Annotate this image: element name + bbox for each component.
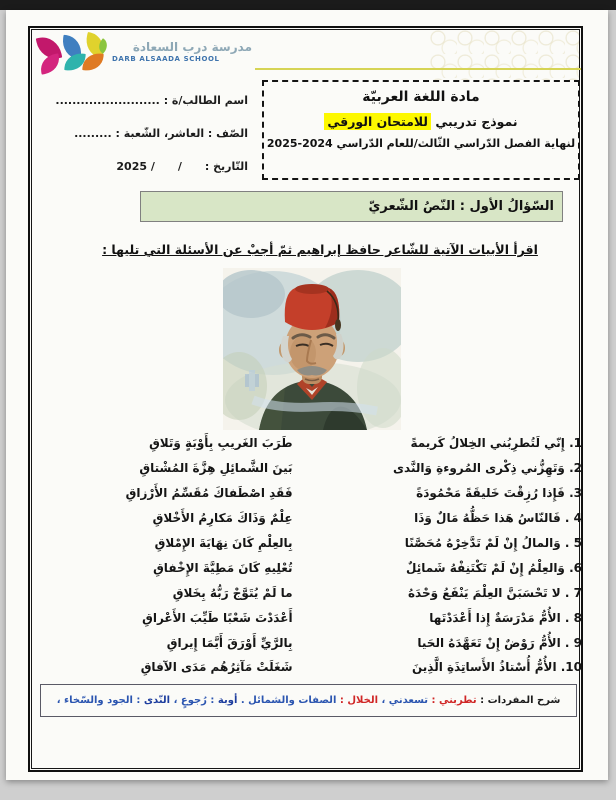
- vocab-segment-2: تطربني: [438, 695, 477, 706]
- verse-second-hemistich: ما لَمْ يُتَوَّجْ رَبُّهُ بِخَلاقِ: [172, 585, 293, 600]
- school-name-arabic: مدرسة درب السعادة: [132, 40, 252, 54]
- verse-second-hemistich: بِالرَّيِّ أَوْرَقَ أَيَّمَا إِيراقِ: [166, 635, 293, 650]
- student-field-2: الصّف : العاشر، الشّعبة : .........: [74, 127, 248, 140]
- section-title: السّؤالُ الأول : النّصُ الشّعريّ: [368, 199, 554, 214]
- logo-leaf-magenta-2: [39, 53, 62, 74]
- school-logo-icon: [38, 34, 108, 82]
- section-header: [140, 191, 563, 222]
- verse-second-hemistich: شَغَلَتْ مَآثِرُهُم مَدَى الآفاقِ: [140, 660, 293, 675]
- vocab-segment-3: :: [428, 695, 439, 706]
- hafez-ibrahim-portrait: [223, 268, 401, 430]
- verse-second-hemistich: فَقَدِ اصْطَفاكَ مُقَسِّمُ الأَرْزاقِ: [125, 486, 293, 501]
- vocab-segment-8: أوبة: [217, 695, 238, 706]
- verse-row-3: [46, 481, 582, 506]
- verse-second-hemistich: بِالعِلْمِ كَانَ نِهَايَةَ الإِمْلاقِ: [154, 536, 293, 550]
- school-name-english: DARB ALSAADA SCHOOL: [112, 55, 220, 63]
- verse-first-hemistich: 9 . الأُمُّ رَوْضٌ إِنْ تَعَهَّدَهُ الحَيا: [417, 635, 582, 650]
- vocab-segment-11: : الجود والسّخاء ،: [56, 695, 144, 706]
- exam-type-line: [264, 114, 578, 129]
- student-field-3: التّاريخ : / / 2025: [116, 160, 248, 173]
- verse-row-5: [46, 531, 582, 556]
- verse-first-hemistich: 10. الأُمُّ أُسْتاذُ الأَساتِذَةِ الَّذِينَ: [411, 660, 582, 675]
- verse-row-1: [46, 431, 582, 456]
- verse-first-hemistich: 7 . لا تَحْسَبَنَّ العِلْمَ يَنْفَعُ وَحْدَهُ: [407, 585, 582, 600]
- poem: [46, 431, 582, 680]
- instruction-line: اقرأ الأبيات الآتية للشّاعر حافظ إبراهيم ثمّ أجبْ عن الأسئلة التي تليها :: [102, 242, 538, 257]
- verse-first-hemistich: 4 . فَالنّاسُ هَذا حَظُّهُ مَالٌ وَذَا: [414, 511, 582, 526]
- verse-first-hemistich: 8 . الأُمُّ مَدْرَسَةٌ إِذا أَعْدَدْتَها: [429, 610, 582, 625]
- vocab-segment-1: شرح المفردات :: [476, 695, 561, 706]
- header-divider-line: [255, 68, 581, 70]
- verse-row-8: [46, 605, 582, 630]
- vocab-segment-6: :: [336, 695, 348, 706]
- verse-second-hemistich: تُعْلِيهِ كَانَ مَطِيَّةَ الإِخْفاقِ: [153, 560, 293, 575]
- exam-info-box: [262, 80, 580, 180]
- verse-first-hemistich: 1. إِنّي لَتُطرِبُني الخِلالُ كَريمةً: [410, 436, 582, 451]
- verse-first-hemistich: 3. فَإِذا رُزِقْتَ خَليقَةً مَحْمُودَةً: [416, 486, 582, 501]
- verse-second-hemistich: طَرَبَ الغَريبِ بِأَوْبَةٍ وَتَلاقِ: [149, 436, 293, 451]
- term-year-line: لنهاية الفصل الدّراسي الثّالث/للعام الدّراسي 2024-2025: [266, 137, 576, 150]
- student-fields: [28, 84, 248, 183]
- verse-second-hemistich: أَعْدَدْتَ شَعْبًا طَيِّبَ الأَعْراقِ: [142, 610, 293, 625]
- vocab-segment-9: : رُجوعٍ ،: [170, 695, 218, 706]
- verse-first-hemistich: 5 . وَالمالُ إِنْ لَمْ تَدَّخِرْهُ مُحَصَّنًا: [404, 536, 582, 550]
- exam-type-prefix: نموذج تدريبي: [431, 114, 518, 129]
- vocabulary-box: [40, 684, 577, 717]
- verse-first-hemistich: 2. وَتَهِزُّني ذِكْرى المُروءةِ وَالنَّدى: [393, 461, 582, 476]
- vocab-segment-7: الصفات والشمائل .: [237, 695, 337, 706]
- verse-second-hemistich: بَينَ الشَّمائِلِ هِزَّةَ المُشْتاقِ: [139, 461, 293, 476]
- verse-row-7: [46, 580, 582, 605]
- verse-row-9: [46, 630, 582, 655]
- verse-second-hemistich: عِلْمٌ وَذَاكَ مَكارِمُ الأَخْلاقِ: [152, 511, 293, 526]
- verse-row-6: [46, 555, 582, 580]
- vocab-segment-10: النّدى: [143, 695, 171, 706]
- exam-type-highlighted: للامتحان الورقي: [324, 113, 431, 130]
- subject-title: مادة اللغة العربيّة: [362, 89, 480, 105]
- verse-first-hemistich: 6. وَالعِلْمُ إِنْ لَمْ تَكْتَنِفْهُ شَمائِلٌ: [405, 560, 582, 575]
- vocab-segment-5: الخلال: [347, 695, 379, 706]
- vocab-line: [57, 695, 561, 706]
- verse-row-4: [46, 506, 582, 531]
- vocab-segment-4: تسعدني ،: [378, 695, 429, 706]
- verse-row-2: [46, 456, 582, 481]
- student-field-1: اسم الطالب/ة : .........................: [55, 94, 248, 107]
- verse-row-10: [46, 655, 582, 680]
- school-name: [112, 40, 252, 63]
- scan-top-edge: [0, 0, 616, 10]
